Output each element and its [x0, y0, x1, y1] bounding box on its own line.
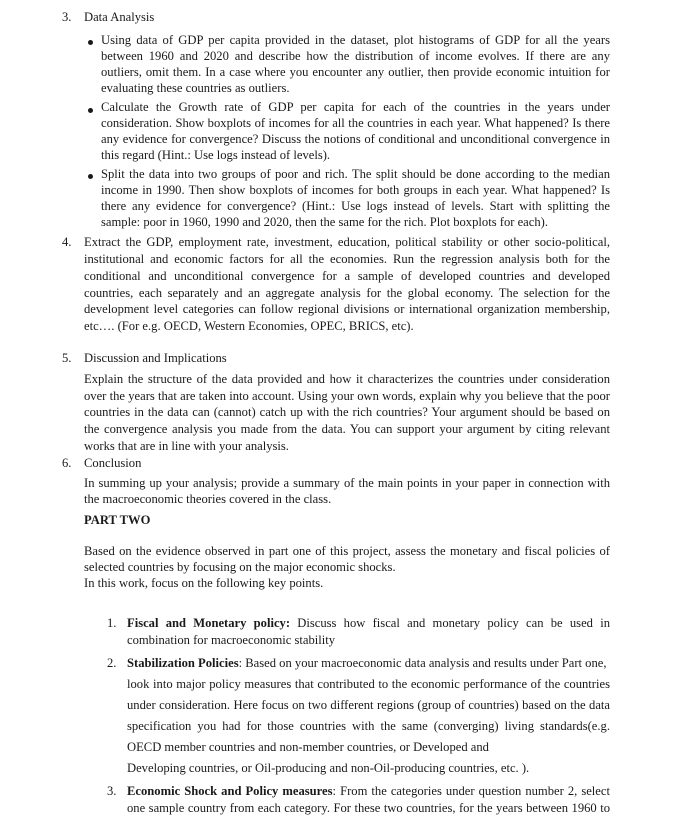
bullet-dot: [88, 40, 93, 45]
section-5-title: Discussion and Implications: [84, 351, 227, 365]
bullet-dot: [88, 108, 93, 113]
s5-line: the convergence analysis you made from the data. You can support your argument by citing relevant: [84, 422, 610, 436]
s3-b1-line: Using data of GDP per capita provided in the dataset, plot histograms of GDP for all the years: [101, 33, 610, 47]
s5-line: over the years that are taken into account. Using your own words, explain why you believe that the poor: [84, 389, 610, 403]
section-6-title: Conclusion: [84, 456, 142, 470]
s6-line: the macroeconomic theories covered in the class.: [84, 492, 332, 506]
item-2-title: Stabilization Policies: [127, 656, 239, 670]
part-two-intro-line: selected countries by focusing on the major economic shocks.: [84, 560, 396, 574]
item-3-title: Economic Shock and Policy measures: [127, 784, 333, 798]
part-two-intro-line: In this work, focus on the following key points.: [84, 576, 324, 590]
bullet-dot: [88, 174, 93, 179]
s3-b2-line: this regard (Hint.: Use logs instead of levels).: [101, 148, 331, 162]
s4-line: institutional and economic factors for all the economies. Run the regression analysis both for the: [84, 252, 610, 266]
s3-b3-line: income in 1990. Then show boxplots of incomes for both groups in each year. What happened? Is: [101, 183, 610, 197]
item-3-first-rest: : From the categories under question number 2, select: [332, 784, 610, 798]
s3-b1-line: evaluating these countries as outliers.: [101, 81, 290, 95]
s4-line: conditional and unconditional convergence for a sample of developed countries and developed: [84, 269, 610, 283]
s3-b3-line: there any evidence for convergence? (Hint.: Use logs instead of levels. Start with splitting the: [101, 199, 610, 213]
item-2-first-rest: : Based on your macroeconomic data analysis and results under Part one,: [238, 656, 607, 670]
s6-line: In summing up your analysis; provide a summary of the main points in your paper in connection with: [84, 476, 610, 490]
item-3-line: one sample country from each category. For these two countries, for the years between 1960 to: [127, 801, 610, 815]
item-2-first-line: [127, 655, 607, 672]
s3-b2-line: any evidence for convergence? Discuss the notions of conditional and unconditional convergence in: [101, 132, 610, 146]
s5-line: countries in the data can (cannot) catch up with the rich countries? Your argument should be based on: [84, 405, 610, 419]
section-4-number: 4.: [62, 235, 72, 249]
section-6-number: 6.: [62, 456, 72, 470]
s3-b3-line: Split the data into two groups of poor and rich. The split should be done according to the median: [101, 167, 610, 181]
item-3-first-line: [127, 783, 610, 800]
item-3-number: 3.: [107, 784, 117, 798]
s3-b1-line: outliers, omit them. In a case where you encounter any outlier, then provide economic intuition for: [101, 65, 610, 79]
s3-b1-line: between 1960 and 2020 and describe how the distribution of income evolves. If there are any: [101, 49, 610, 63]
s4-line: development level categories can follow regional divisions or international organization membership,: [84, 302, 610, 316]
item-2-line: Developing countries, or Oil-producing and non-Oil-producing countries, etc. ).: [127, 761, 530, 775]
item-2-number: 2.: [107, 656, 117, 670]
s5-line: works that are in line with your analysis.: [84, 439, 289, 453]
s5-line: Explain the structure of the data provided and how it characterizes the countries under consideration: [84, 372, 610, 386]
item-1-first-line: [127, 615, 610, 632]
item-1-first-rest: Discuss how fiscal and monetary policy can be used in: [290, 616, 611, 630]
item-1-number: 1.: [107, 616, 117, 630]
section-5-number: 5.: [62, 351, 72, 365]
s4-line: countries, each separately and an aggregate analysis for the global economy. The selection for the: [84, 286, 610, 300]
section-3-title: Data Analysis: [84, 10, 155, 24]
item-2-line: under consideration. Here focus on two different regions (group of countries) based on the data: [127, 698, 610, 712]
part-two-heading: PART TWO: [84, 513, 151, 527]
s3-b2-line: Calculate the Growth rate of GDP per capita for each of the countries in the years under: [101, 100, 610, 114]
s4-line: etc…. (For e.g. OECD, Western Economies, OPEC, BRICS, etc).: [84, 319, 414, 333]
s3-b3-line: sample: poor in 1960, 1990 and 2020, then the same for the rich. Plot boxplots for each).: [101, 215, 548, 229]
item-2-line: specification you had for those countries with the same (converging) living standards(e.g.: [127, 719, 610, 733]
s4-line: Extract the GDP, employment rate, investment, education, political stability or other socio-political,: [84, 235, 610, 249]
item-2-line: look into major policy measures that contributed to the economic performance of the countries: [127, 677, 610, 691]
part-two-intro-line: Based on the evidence observed in part one of this project, assess the monetary and fiscal policies of: [84, 544, 610, 558]
section-3-number: 3.: [62, 10, 72, 24]
item-2-line: OECD member countries and non-member countries, or Developed and: [127, 740, 489, 754]
item-1-title: Fiscal and Monetary policy:: [127, 616, 291, 630]
s3-b2-line: consideration. Show boxplots of incomes for all the countries in each year. What happened? Is there: [101, 116, 610, 130]
item-1-line: combination for macroeconomic stability: [127, 633, 336, 647]
